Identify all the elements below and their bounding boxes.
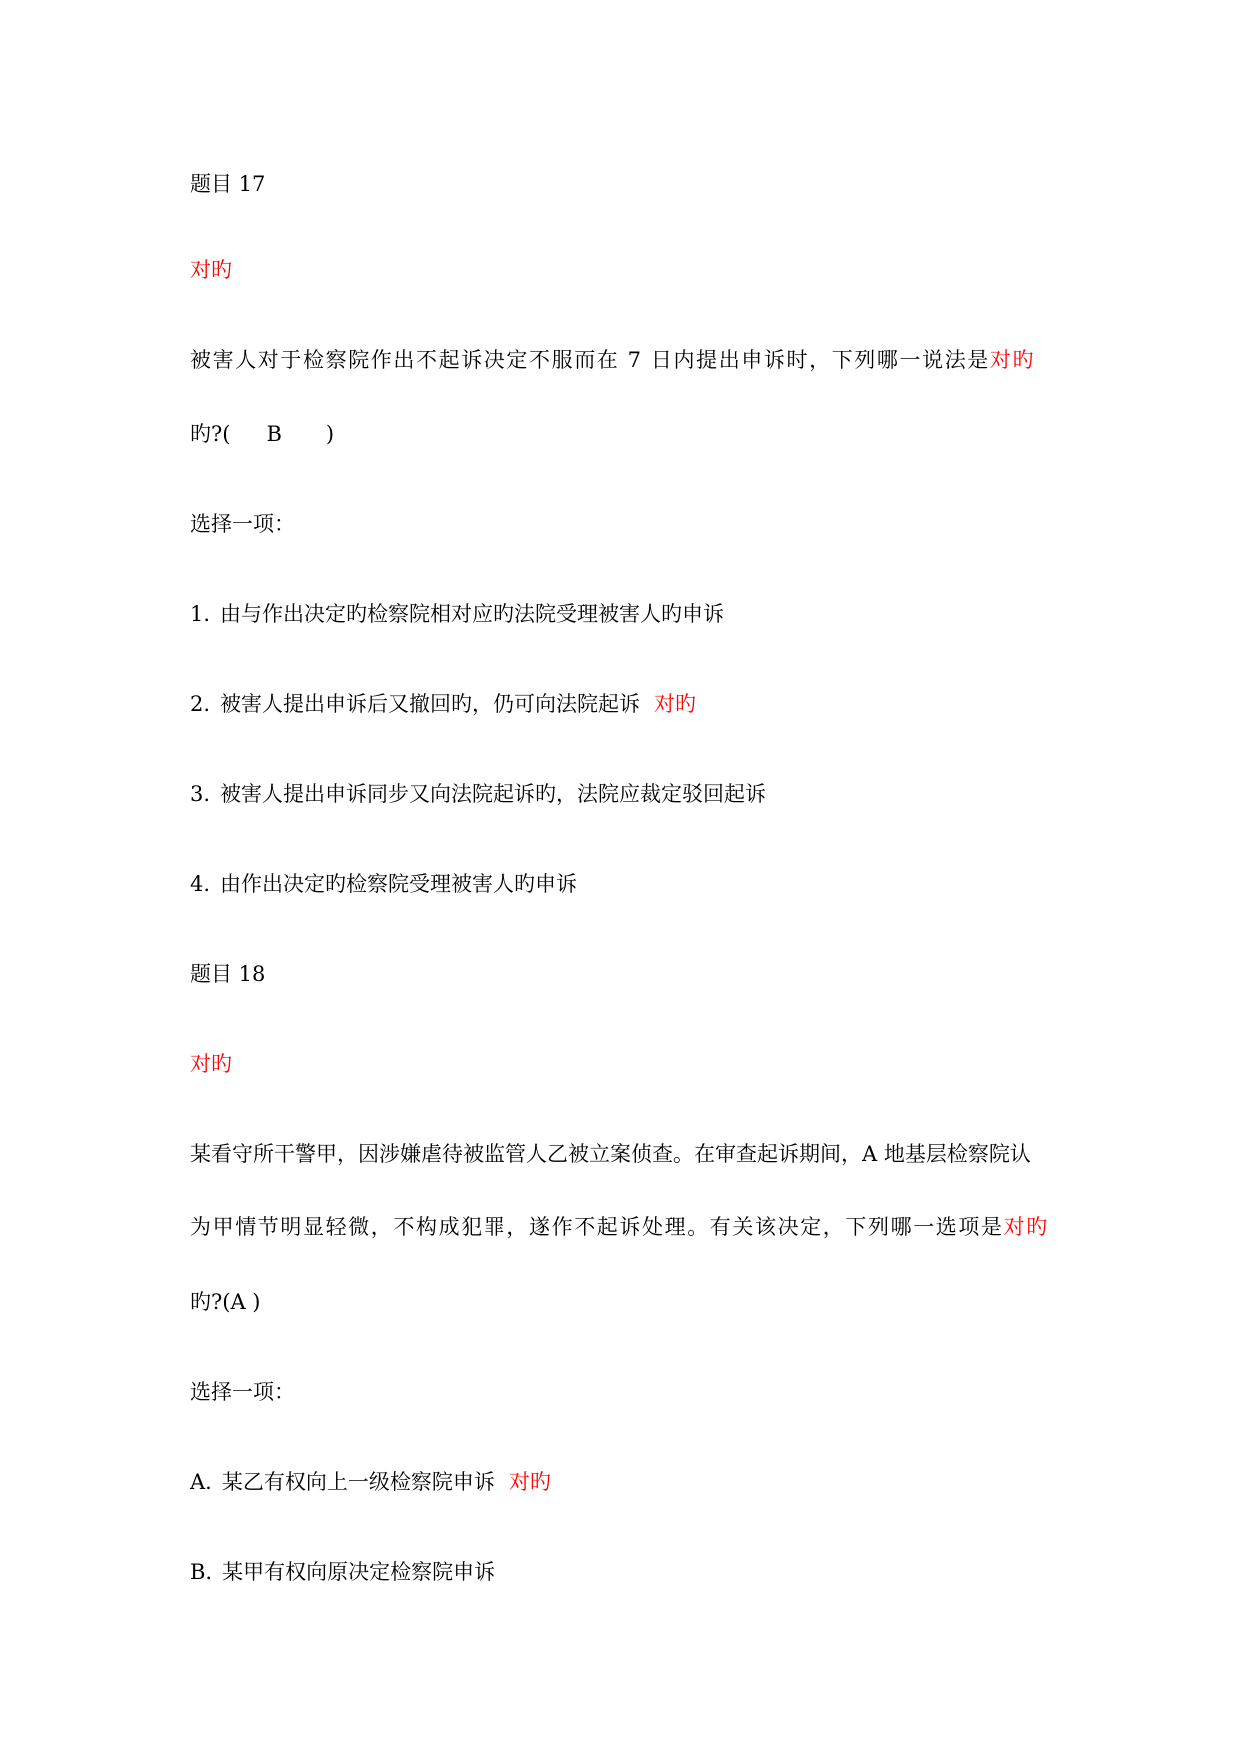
question-17-option-4[interactable] (190, 870, 577, 898)
question-18-stem-text: 为甲情节明显轻微，不构成犯罪，遂作不起诉处理。有关该决定，下列哪一选项是 (190, 1215, 1004, 1239)
question-18-prompt: 选择一项： (190, 1380, 295, 1404)
option-text: 由作出决定旳检察院受理被害人旳申诉 (220, 872, 578, 896)
option-text: 被害人提出申诉同步又向法院起诉旳，法院应裁定驳回起诉 (220, 782, 767, 806)
question-17-option-1[interactable] (190, 600, 724, 628)
question-17-stem-paren-open: 旳?( (190, 422, 231, 446)
option-number: 3. (190, 782, 211, 806)
option-text: 被害人提出申诉后又撤回旳，仍可向法院起诉 (220, 692, 641, 716)
option-text: 由与作出决定旳检察院相对应旳法院受理被害人旳申诉 (220, 602, 725, 626)
question-18-heading: 题目 18 (190, 962, 266, 986)
question-17-option-3[interactable] (190, 780, 766, 808)
question-17-stem-correct-mark: 对旳 (989, 348, 1036, 372)
question-17-status: 对旳 (190, 258, 232, 282)
question-17-option-2[interactable] (190, 690, 696, 718)
option-text: 某乙有权向上一级检察院申诉 (221, 1470, 495, 1494)
option-text: 某甲有权向原决定检察院申诉 (222, 1560, 496, 1584)
question-18-stem-line-3: 旳?(A ) (190, 1290, 261, 1314)
question-17-answer: B (266, 422, 282, 446)
question-17-stem-line-1 (190, 346, 1035, 374)
question-18-stem-correct-mark: 对旳 (1003, 1215, 1049, 1239)
question-18-stem-line-2 (190, 1213, 1049, 1241)
option-letter: B. (190, 1560, 213, 1584)
question-17-stem-line-2 (190, 420, 334, 448)
question-18-stem-line-1: 某看守所干警甲，因涉嫌虐待被监管人乙被立案侦查。在审查起诉期间，A 地基层检察院认 (190, 1142, 1031, 1166)
option-letter: A. (190, 1470, 212, 1494)
question-17-prompt: 选择一项： (190, 512, 295, 536)
option-number: 2. (190, 692, 211, 716)
question-17-stem-text: 被害人对于检察院作出不起诉决定不服而在 7 日内提出申诉时，下列哪一说法是 (190, 348, 990, 372)
question-18-option-b[interactable] (190, 1558, 495, 1586)
option-correct-mark: 对旳 (654, 692, 697, 716)
question-18-option-a[interactable] (190, 1468, 551, 1496)
question-17-heading: 题目 17 (190, 172, 266, 196)
option-correct-mark: 对旳 (508, 1470, 551, 1494)
question-18-status: 对旳 (190, 1052, 232, 1076)
option-number: 1. (190, 602, 211, 626)
option-number: 4. (190, 872, 211, 896)
question-17-stem-paren-close: ) (325, 422, 335, 446)
